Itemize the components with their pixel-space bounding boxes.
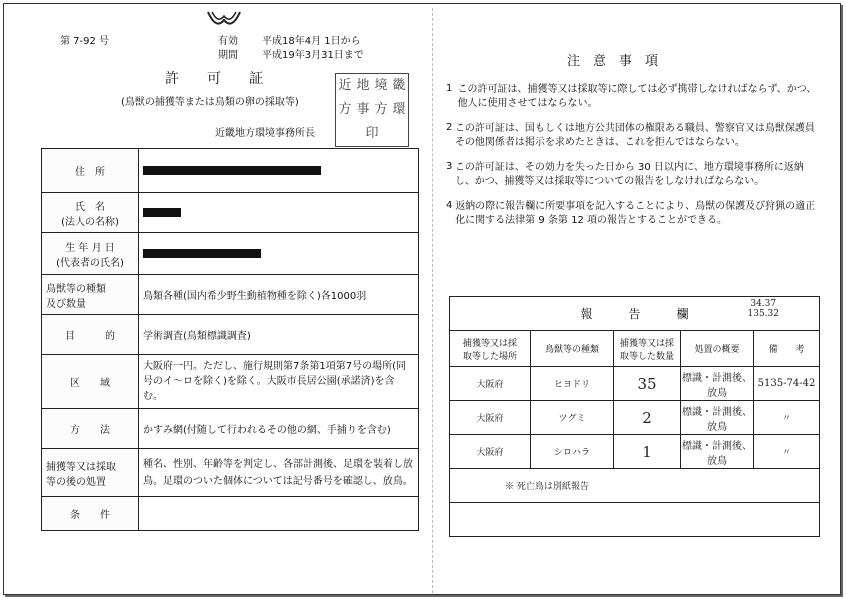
header-place: 捕獲等又は採 取等した場所	[450, 331, 531, 367]
purpose-row	[42, 315, 419, 355]
note-text: この許可証は、国もしくは地方公共団体の権限ある職員、警察官又は鳥獣保護員その他関係者は掲示を求めたときは、これを拒んではならない。	[454, 123, 815, 148]
conditions-label: 条 件	[42, 497, 139, 531]
method-row	[42, 409, 419, 449]
report-row	[450, 401, 820, 435]
report-row	[450, 367, 820, 401]
after-label: 捕獲等又は採取 等の後の処置	[42, 449, 139, 497]
address-row	[42, 149, 419, 193]
redaction-bar	[143, 208, 181, 217]
name-sub-label: (法人の名称)	[61, 216, 119, 228]
species-value: 鳥類各種(国内希少野生動植物種を除く)各1000羽	[139, 275, 419, 315]
permit-table	[41, 148, 419, 531]
note-item	[446, 200, 818, 228]
note-item	[446, 122, 818, 150]
period-label: 期間	[218, 50, 238, 61]
row-place: 大阪府	[450, 367, 531, 401]
after-value: 種名、性別、年齢等を判定し、各部計測後、足環を装着し放鳥。足環のついた個体については記号番号を確認し、放鳥。	[139, 449, 419, 497]
note-item	[446, 83, 818, 111]
valid-label: 有効	[218, 36, 238, 47]
permit-subtitle: (鳥獣の捕獲等または鳥類の卵の採取等)	[121, 97, 299, 108]
report-header-row	[450, 331, 820, 367]
note-number: 4	[446, 200, 453, 211]
report-coords: 34.37 135.32	[747, 299, 779, 319]
row-action: 標識・計測後、放鳥	[681, 435, 754, 469]
name-label-cell	[42, 193, 139, 233]
report-empty-cell	[450, 503, 820, 537]
row-action: 標識・計測後、放鳥	[681, 367, 754, 401]
row-species: シロハラ	[531, 435, 614, 469]
notes-title: 注 意 事 項	[567, 54, 659, 69]
birth-row	[42, 233, 419, 275]
conditions-row	[42, 497, 419, 531]
row-note: 〃	[754, 435, 820, 469]
row-place: 大阪府	[450, 435, 531, 469]
report-title: 報 告 欄	[580, 307, 689, 321]
row-note: 5135-74-42	[754, 367, 820, 401]
row-species: ヒヨドリ	[531, 367, 614, 401]
area-value: 大阪府一円。ただし、施行規則第7条第1項第7号の場所(同号のイ～ロを除く)を除く。大阪市長居公園(承諾済)を含む。	[139, 355, 419, 409]
species-label: 鳥獣等の種類 及び数量	[42, 275, 139, 315]
birth-sub-label: (代表者の氏名)	[56, 257, 124, 269]
report-title-cell	[450, 297, 820, 331]
report-footnote-row	[450, 469, 820, 503]
note-text: 返納の際に報告欄に所要事項を記入することにより、鳥獣の保護及び狩猟の適正化に関する法律第 9 条第 12 項の報告とすることができる。	[455, 201, 816, 226]
row-count: 2	[614, 401, 681, 435]
conditions-value	[139, 497, 419, 531]
note-number: 1	[446, 83, 453, 94]
row-species: ツグミ	[531, 401, 614, 435]
emblem-icon	[206, 8, 242, 30]
header-species: 鳥獣等の種類	[531, 331, 614, 367]
official-seal: 近 地 境 畿 方 事 方 環 印	[335, 73, 409, 147]
valid-to: 平成19年3月31日まで	[262, 50, 364, 61]
birth-value	[139, 233, 419, 275]
species-row	[42, 275, 419, 315]
note-item	[446, 161, 818, 189]
report-row	[450, 435, 820, 469]
notes-list	[446, 83, 818, 228]
name-value	[139, 193, 419, 233]
valid-from: 平成18年4月 1日から	[262, 36, 361, 47]
after-row	[42, 449, 419, 497]
report-table	[449, 296, 820, 537]
issuer-name: 近畿地方環境事務所長	[215, 128, 315, 139]
method-label: 方 法	[42, 409, 139, 449]
report-empty-row	[450, 503, 820, 537]
permit-title: 許 可 証	[165, 71, 263, 87]
birth-label-cell	[42, 233, 139, 275]
fold-line	[432, 8, 433, 593]
redaction-bar	[143, 166, 321, 175]
name-label: 氏 名	[75, 201, 105, 213]
note-text: この許可証は、捕獲等又は採取等に際しては必ず携帯しなければならず、かつ、他人に使用させてはならない。	[457, 84, 817, 109]
note-text: この許可証は、その効力を失った日から 30 日以内に、地方環境事務所に返納し、かつ、捕獲等又は採取等についての報告をしなければならない。	[454, 162, 804, 187]
purpose-value: 学術調査(鳥類標識調査)	[139, 315, 419, 355]
row-count: 35	[614, 367, 681, 401]
birth-label: 生 年 月 日	[65, 242, 115, 254]
area-label: 区 域	[42, 355, 139, 409]
row-place: 大阪府	[450, 401, 531, 435]
address-label: 住 所	[42, 149, 139, 193]
area-row	[42, 355, 419, 409]
row-note: 〃	[754, 401, 820, 435]
report-footnote: ※ 死亡鳥は別紙報告	[450, 469, 820, 503]
header-count: 捕獲等又は採 取等した数量	[614, 331, 681, 367]
method-value: かすみ網(付随して行われるその他の網、手捕りを含む)	[139, 409, 419, 449]
row-action: 標識・計測後、放鳥	[681, 401, 754, 435]
note-number: 3	[446, 161, 453, 172]
header-action: 処置の概要	[681, 331, 754, 367]
row-count: 1	[614, 435, 681, 469]
report-title-row	[450, 297, 820, 331]
name-row	[42, 193, 419, 233]
redaction-bar	[143, 249, 261, 258]
header-note: 備 考	[754, 331, 820, 367]
permit-number: 第 7-92 号	[60, 36, 110, 47]
address-value	[139, 149, 419, 193]
purpose-label: 目 的	[42, 315, 139, 355]
note-number: 2	[446, 122, 453, 133]
